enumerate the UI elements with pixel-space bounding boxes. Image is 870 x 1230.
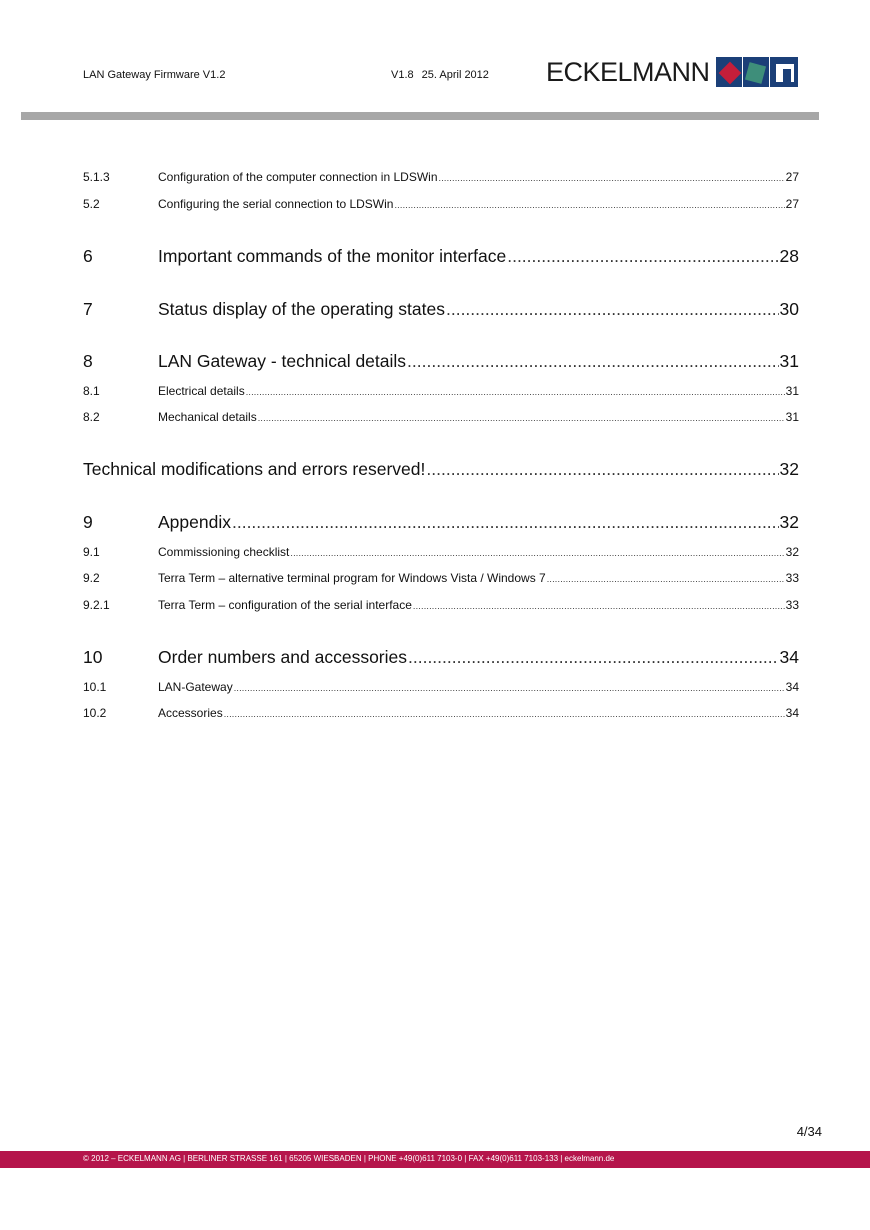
toc-entry-5-1-3[interactable] bbox=[83, 170, 799, 184]
toc-leader bbox=[408, 647, 779, 668]
logo-squares-icon bbox=[716, 57, 798, 87]
eckelmann-logo bbox=[546, 57, 798, 87]
toc-entry-9-2-1[interactable] bbox=[83, 598, 799, 612]
toc-leader bbox=[258, 413, 785, 423]
toc-page: 34 bbox=[785, 680, 799, 694]
toc-number: 5.2 bbox=[83, 197, 100, 211]
toc-entry-modifications[interactable] bbox=[83, 459, 799, 480]
toc-page: 30 bbox=[779, 299, 799, 319]
toc-number: 10.1 bbox=[83, 680, 107, 694]
toc-title: Order numbers and accessories bbox=[158, 647, 407, 667]
toc-entry-9-1[interactable] bbox=[83, 545, 799, 559]
toc-title: Important commands of the monitor interface bbox=[158, 246, 507, 266]
toc-title: Appendix bbox=[158, 512, 231, 532]
toc-number: 8.1 bbox=[83, 384, 100, 398]
toc-title: Commissioning checklist bbox=[158, 545, 290, 559]
toc-entry-8[interactable] bbox=[83, 351, 799, 372]
toc-title: Technical modifications and errors reserved! bbox=[83, 459, 426, 479]
toc-number: 8 bbox=[83, 351, 93, 371]
toc-number: 10 bbox=[83, 647, 103, 667]
toc-title: Terra Term – alternative terminal program for Windows Vista / Windows 7 bbox=[158, 571, 546, 585]
toc-leader bbox=[547, 574, 785, 584]
toc-entry-7[interactable] bbox=[83, 299, 799, 320]
toc-leader bbox=[426, 459, 778, 480]
toc-page: 33 bbox=[785, 571, 799, 585]
toc-leader bbox=[224, 709, 785, 719]
toc-title: LAN Gateway - technical details bbox=[158, 351, 407, 371]
toc-page: 31 bbox=[785, 384, 799, 398]
toc-title: Accessories bbox=[158, 706, 223, 720]
toc-entry-10-2[interactable] bbox=[83, 706, 799, 720]
toc-entry-8-1[interactable] bbox=[83, 384, 799, 398]
toc-number: 9.1 bbox=[83, 545, 100, 559]
toc-title: Electrical details bbox=[158, 384, 245, 398]
toc-number: 5.1.3 bbox=[83, 170, 110, 184]
toc-leader bbox=[446, 299, 779, 320]
toc-page: 31 bbox=[779, 351, 799, 371]
toc-entry-6[interactable] bbox=[83, 246, 799, 267]
toc-number: 9.2.1 bbox=[83, 598, 110, 612]
toc-leader bbox=[413, 601, 785, 611]
toc-title: Mechanical details bbox=[158, 410, 257, 424]
toc-leader bbox=[394, 200, 784, 210]
toc-title: Configuring the serial connection to LDSWin bbox=[158, 197, 394, 211]
toc-title: Configuration of the computer connection in LDSWin bbox=[158, 170, 438, 184]
version-date bbox=[391, 69, 489, 81]
toc-number: 9 bbox=[83, 512, 93, 532]
toc-number: 8.2 bbox=[83, 410, 100, 424]
toc-page: 33 bbox=[785, 598, 799, 612]
toc-number: 10.2 bbox=[83, 706, 107, 720]
page-number: 4/34 bbox=[796, 1124, 822, 1139]
toc-entry-9-2[interactable] bbox=[83, 571, 799, 585]
toc-leader bbox=[232, 512, 779, 533]
toc-entry-10[interactable] bbox=[83, 647, 799, 668]
toc-entry-5-2[interactable] bbox=[83, 197, 799, 211]
toc-number: 7 bbox=[83, 299, 93, 319]
toc-title: Status display of the operating states bbox=[158, 299, 445, 319]
toc-entry-9[interactable] bbox=[83, 512, 799, 533]
document-title: LAN Gateway Firmware V1.2 bbox=[83, 69, 226, 81]
toc-entry-8-2[interactable] bbox=[83, 410, 799, 424]
toc-title: Terra Term – configuration of the serial interface bbox=[158, 598, 412, 612]
toc-page: 32 bbox=[785, 545, 799, 559]
toc-page: 32 bbox=[779, 459, 799, 479]
footer-text: © 2012 – ECKELMANN AG | BERLINER STRASSE 161 | 65205 WIESBADEN | PHONE +49(0)611 7103-0 | FAX +49(0)611 7103-133 | eckelmann.de bbox=[83, 1154, 615, 1163]
toc-leader bbox=[439, 173, 785, 183]
toc-leader bbox=[407, 351, 778, 372]
toc-entry-10-1[interactable] bbox=[83, 680, 799, 694]
toc-leader bbox=[290, 548, 784, 558]
footer-bar bbox=[0, 1151, 870, 1168]
toc-page: 27 bbox=[785, 197, 799, 211]
toc-page: 32 bbox=[779, 512, 799, 532]
toc-number: 9.2 bbox=[83, 571, 100, 585]
version-label: V1.8 bbox=[391, 69, 414, 81]
toc-number: 6 bbox=[83, 246, 93, 266]
toc-leader bbox=[507, 246, 778, 267]
toc-page: 34 bbox=[785, 706, 799, 720]
toc-leader bbox=[234, 683, 785, 693]
toc-page: 34 bbox=[779, 647, 799, 667]
header-rule bbox=[21, 112, 819, 120]
toc-page: 31 bbox=[785, 410, 799, 424]
toc-leader bbox=[246, 387, 785, 397]
toc-title: LAN-Gateway bbox=[158, 680, 233, 694]
toc-page: 28 bbox=[779, 246, 799, 266]
date-label: 25. April 2012 bbox=[421, 69, 489, 81]
logo-text: ECKELMANN bbox=[546, 57, 710, 87]
toc-page: 27 bbox=[785, 170, 799, 184]
